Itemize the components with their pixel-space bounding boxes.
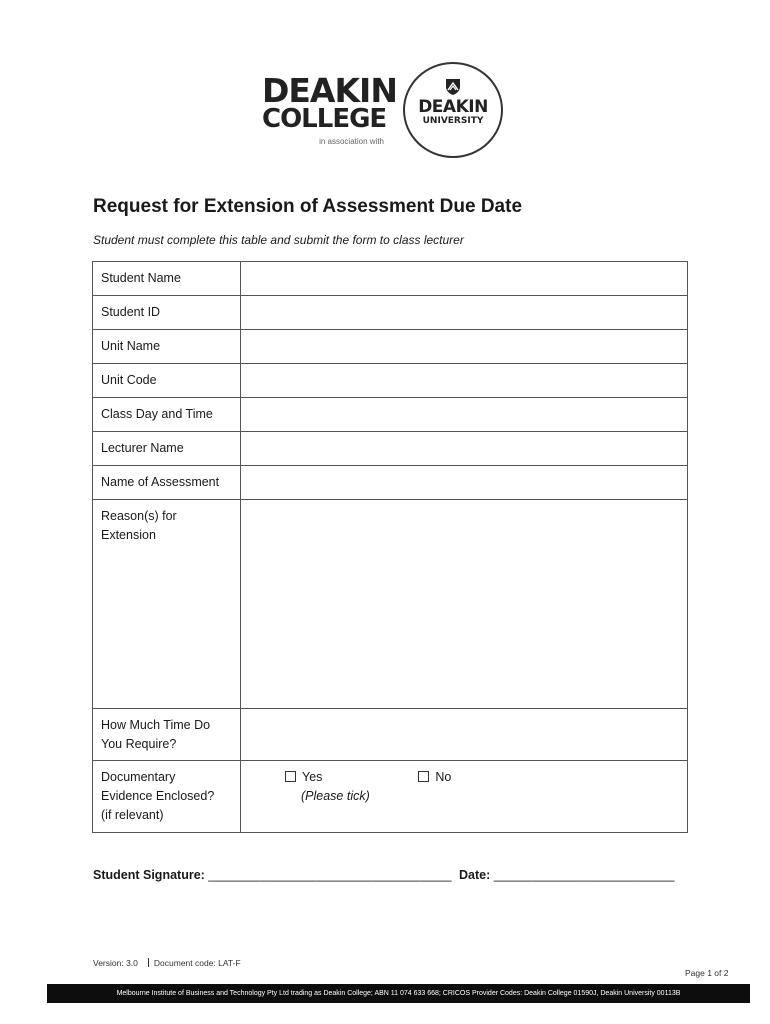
yes-label: Yes	[302, 770, 323, 784]
form-row	[93, 466, 688, 500]
form-row-input[interactable]	[241, 262, 688, 296]
form-row	[93, 761, 688, 833]
extension-request-table	[92, 261, 688, 833]
logo-university-line1: DEAKIN	[418, 97, 488, 117]
version-info	[93, 958, 241, 968]
legal-footer-bar: Melbourne Institute of Business and Technology Pty Ltd trading as Deakin College; ABN 11 074 633 668; CRICOS Provider Codes: Deakin College 01590J, Deakin University 00113B	[47, 984, 750, 1003]
form-row	[93, 296, 688, 330]
student-signature-line[interactable]: ___________________________________	[208, 868, 452, 882]
form-row-input	[241, 761, 688, 833]
document-code: Document code: LAT-F	[153, 958, 241, 968]
signature-date	[459, 868, 675, 882]
form-row-input[interactable]	[241, 709, 688, 761]
student-signature-label: Student Signature:	[93, 868, 205, 882]
form-row-label: Student Name	[93, 262, 241, 296]
form-row-label: Documentary Evidence Enclosed? (if relevant)	[93, 761, 241, 833]
form-row-label: Student ID	[93, 296, 241, 330]
logo-college-line2: COLLEGE	[262, 104, 387, 134]
form-row-input[interactable]	[241, 500, 688, 709]
logo-association-text: in association with	[319, 137, 384, 146]
date-label: Date:	[459, 868, 491, 882]
page-title: Request for Extension of Assessment Due Date	[93, 196, 523, 217]
shield-icon	[405, 78, 501, 96]
no-checkbox[interactable]	[418, 771, 429, 782]
yes-checkbox[interactable]	[285, 771, 296, 782]
form-row	[93, 364, 688, 398]
form-row-input[interactable]	[241, 432, 688, 466]
form-row-label: How Much Time Do You Require?	[93, 709, 241, 761]
form-row	[93, 709, 688, 761]
form-row	[93, 432, 688, 466]
no-label: No	[435, 770, 452, 784]
tick-hint: (Please tick)	[301, 789, 370, 803]
form-row-input[interactable]	[241, 398, 688, 432]
date-line[interactable]: __________________________	[493, 868, 675, 882]
form-row	[93, 398, 688, 432]
no-option[interactable]	[418, 768, 451, 787]
logo-university-line2: UNIVERSITY	[422, 116, 484, 126]
yes-option[interactable]	[285, 768, 322, 787]
form-row-label: Unit Code	[93, 364, 241, 398]
deakin-university-logo	[403, 62, 503, 158]
form-row-label: Lecturer Name	[93, 432, 241, 466]
form-row-label: Class Day and Time	[93, 398, 241, 432]
form-row-label: Unit Name	[93, 330, 241, 364]
form-row-input[interactable]	[241, 330, 688, 364]
form-row	[93, 262, 688, 296]
form-row	[93, 330, 688, 364]
separator	[148, 958, 149, 967]
form-row	[93, 500, 688, 709]
deakin-college-logo	[262, 71, 397, 146]
logo-college-line1: DEAKIN	[262, 71, 397, 110]
form-row-label: Name of Assessment	[93, 466, 241, 500]
version-text: Version: 3.0	[93, 958, 138, 968]
page-number: Page 1 of 2	[685, 968, 729, 978]
page-subtitle: Student must complete this table and submit the form to class lecturer	[93, 233, 464, 247]
form-row-label: Reason(s) for Extension	[93, 500, 241, 709]
form-row-input[interactable]	[241, 466, 688, 500]
form-row-input[interactable]	[241, 364, 688, 398]
form-row-input[interactable]	[241, 296, 688, 330]
student-signature	[93, 868, 452, 882]
